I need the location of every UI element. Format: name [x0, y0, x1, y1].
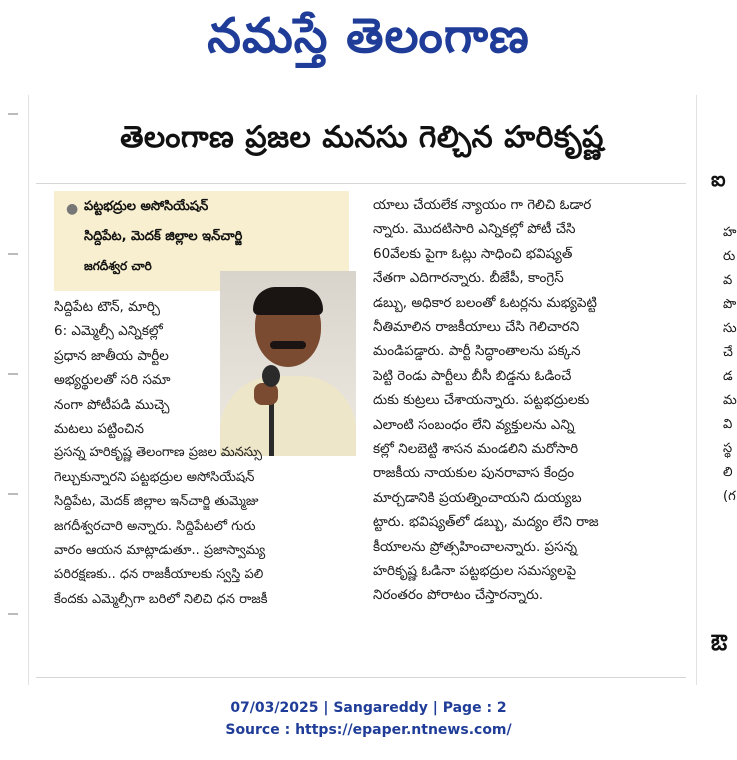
body-line: 60వేలకు పైగా ఓట్లు సాధించి భవిష్యత్	[373, 246, 573, 262]
adjacent-text-fragment: చే	[723, 345, 733, 360]
body-line: అభ్యర్థులతో సరి సమా	[54, 372, 171, 388]
speaker-photo	[220, 271, 356, 456]
adjacent-text-fragment: మ	[723, 393, 737, 408]
source-link[interactable]: Source : https://epaper.ntnews.com/	[225, 722, 512, 738]
left-column-clip	[0, 95, 29, 685]
body-line: గెల్చుకున్నారని పట్టభద్రుల అసోసియేషన్	[54, 470, 255, 485]
adjacent-text-fragment: లి	[723, 465, 733, 480]
body-line: మటలు పట్టించిన	[54, 421, 144, 437]
pull-quote-line: పట్టభద్రుల అసోసియేషన్	[84, 199, 209, 214]
photo-hand	[254, 383, 278, 405]
adjacent-headline-fragment: ఔ	[711, 631, 728, 656]
body-line: నంగా పోటీపడి ముచ్చె	[54, 397, 170, 413]
body-line: జగదీశ్వరచారి అన్నారు. సిద్దిపేటలో గురు	[54, 519, 256, 534]
clip-mark	[8, 113, 18, 115]
body-line: న్నారు. మొదటిసారి ఎన్నికల్లో పోటీ చేసి	[373, 221, 576, 237]
body-line: హరికృష్ణ ఓడినా పట్టభద్రుల సమస్యలపై	[373, 563, 577, 579]
body-line: నిరంతరం పోరాటం చేస్తారన్నారు.	[373, 587, 544, 603]
body-line: కల్లో నిలబెట్టి శాసన మండలిని మరోసారి	[373, 441, 579, 457]
body-line: పెట్టి రెండు పార్టీలు బీసీ బిడ్డను ఓడించే	[373, 368, 572, 384]
pull-quote-line: సిద్దిపేట, మెదక్ జిల్లాల ఇన్‌చార్జి	[84, 229, 243, 244]
body-line: ఎలాంటి సంబంధం లేని వ్యక్తులను ఎన్ని	[373, 417, 575, 433]
headline-divider	[36, 183, 686, 184]
clip-mark	[8, 373, 18, 375]
bullet-icon: ●	[66, 201, 79, 217]
body-line: మండిపడ్డారు. పార్టీ సిద్ధాంతాలను పక్కన	[373, 343, 581, 359]
body-line: కేందకు ఎమ్మెల్సీగా బరిలో నిలిచి ధన రాజకీ	[54, 592, 268, 607]
body-line: వారం ఆయన మాట్లాడుతూ.. ప్రజాస్వామ్య	[54, 543, 266, 558]
body-line: నీతిమాలిన రాజకీయాలు చేసి గెలిచారని	[373, 319, 580, 335]
adjacent-headline-fragment: ఐ	[711, 167, 726, 191]
body-line: సిద్దిపేట, మెదక్ జిల్లాల ఇన్‌చార్జి తుమ్మెజు	[54, 494, 259, 509]
adjacent-text-fragment: రు	[723, 249, 736, 264]
body-line: ప్రసన్న హరికృష్ణ తెలంగాణ ప్రజల మనస్సు	[54, 445, 263, 460]
body-line: 6: ఎమ్మెల్సీ ఎన్నికల్లో	[54, 323, 163, 339]
pull-quote-line: జగదీశ్వర చారి	[84, 259, 152, 273]
edition-info: 07/03/2025 | Sangareddy | Page : 2	[230, 700, 507, 716]
clip-mark	[8, 493, 18, 495]
adjacent-text-fragment: హ	[723, 225, 737, 240]
body-line: డబ్బు, అధికార బలంతో ఓటర్లను మభ్యపెట్టి	[373, 295, 597, 311]
adjacent-text-fragment: వ	[723, 273, 733, 288]
body-line: దుకు కుట్రలు చేశాయన్నారు. పట్టభద్రులకు	[373, 392, 590, 408]
microphone-icon	[262, 365, 280, 387]
page-footer	[0, 697, 737, 741]
body-line: కీయాలను ప్రోత్సహించాలన్నారు. ప్రసన్న	[373, 539, 578, 555]
adjacent-text-fragment: పొ	[723, 297, 737, 312]
article-headline: తెలంగాణ ప్రజల మనసు గెల్చిన హరికృష్ణ	[120, 120, 604, 155]
article-clipping	[28, 95, 696, 685]
adjacent-text-fragment: (గ	[723, 489, 736, 504]
body-line: సిద్దిపేట టౌన్, మార్చి	[54, 299, 160, 315]
body-line: పరిరక్షణకు.. ధన రాజకీయాలకు స్వస్తి పలి	[54, 567, 264, 582]
body-line: ట్టారు. భవిష్యత్‌లో డబ్బు, మద్యం లేని రాజ	[373, 514, 599, 530]
newspaper-title: నమస్తే తెలంగాణ	[207, 8, 530, 64]
masthead	[0, 0, 737, 80]
body-line: రాజకీయ నాయకుల పునరావాస కేంద్రం	[373, 465, 575, 481]
adjacent-text-fragment: స్థ	[723, 441, 733, 456]
body-line: యాలు చేయలేక న్యాయం గా గెలిచి ఓడార	[373, 197, 592, 213]
body-line: నేతగా ఎదిగారన్నారు. బీజేపీ, కాంగ్రెస్	[373, 270, 564, 286]
body-line: మార్చడానికి ప్రయత్నించాయని దుయ్యబ	[373, 490, 582, 506]
photo-hair	[253, 287, 323, 315]
adjacent-article-clip	[696, 95, 737, 685]
adjacent-text-fragment: వి	[723, 417, 733, 432]
clip-mark	[8, 613, 18, 615]
body-line: ప్రధాన జాతీయ పార్టీల	[54, 348, 169, 364]
photo-mustache	[270, 341, 306, 349]
clip-mark	[8, 253, 18, 255]
article-bottom-divider	[36, 677, 686, 678]
adjacent-text-fragment: డ	[723, 369, 733, 384]
adjacent-text-fragment: సు	[723, 321, 737, 336]
